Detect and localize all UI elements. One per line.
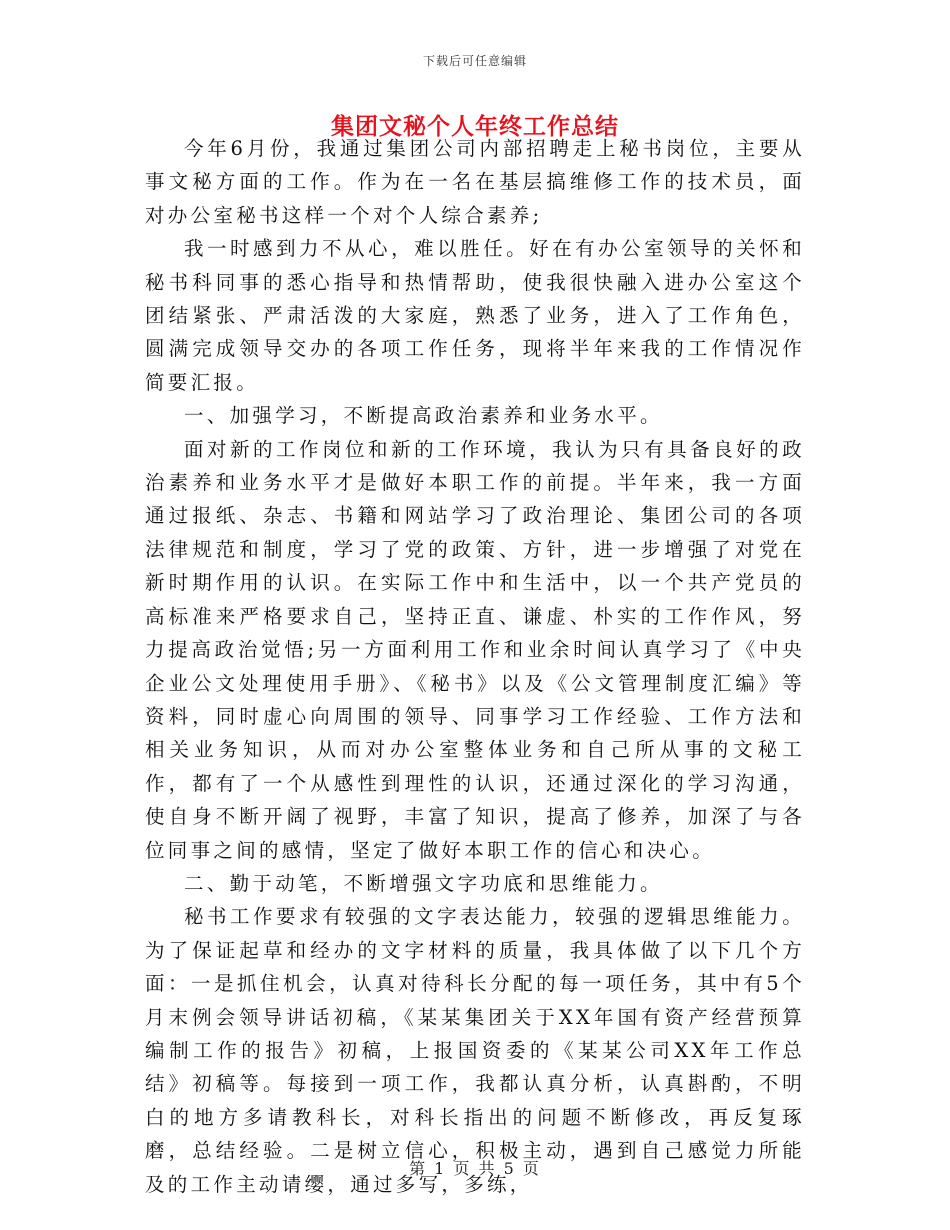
paragraph-adaptation: 我一时感到力不从心，难以胜任。好在有办公室领导的关怀和秘书科同事的悉心指导和热情帮助，使我很快融入进办公室这个团结紧张、严肃活泼的大家庭，熟悉了业务，进入了工作角色，圆满完成领导交办的各项工作任务，现将半年来我的工作情况作简要汇报。 <box>145 237 805 394</box>
section-heading-study: 一、加强学习，不断提高政治素养和业务水平。 <box>184 404 663 428</box>
document-title: 集团文秘个人年终工作总结 <box>331 113 619 140</box>
section-heading-writing: 二、勤于动笔，不断增强文字功底和思维能力。 <box>184 871 663 895</box>
header-note: 下载后可任意编辑 <box>422 54 527 68</box>
document-body <box>145 132 805 1201</box>
paragraph-writing: 秘书工作要求有较强的文字表达能力，较强的逻辑思维能力。为了保证起草和经办的文字材料的质量，我具体做了以下几个方面：一是抓住机会，认真对待科长分配的每一项任务，其中有5个月末例会领导讲话初稿，《某某集团关于XX年国有资产经营预算编制工作的报告》初稿，上报国资委的《某某公司XX年工作总结》初稿等。每接到一项工作，我都认真分析，认真斟酌，不明白的地方多请教科长，对科长指出的问题不断修改，再反复琢磨，总结经验。二是树立信心，积极主动，遇到自己感觉力所能及的工作主动请缨，通过多写，多练， <box>145 905 805 1196</box>
page-number-footer: 第 1 页 共 5 页 <box>409 1159 541 1178</box>
paragraph-study: 面对新的工作岗位和新的工作环境，我认为只有具备良好的政治素养和业务水平才是做好本职工作的前提。半年来，我一方面通过报纸、杂志、书籍和网站学习了政治理论、集团公司的各项法律规范和制度，学习了党的政策、方针，进一步增强了对党在新时期作用的认识。在实际工作中和生活中，以一个共产党员的高标准来严格要求自己，坚持正直、谦虚、朴实的工作作风，努力提高政治觉悟;另一方面利用工作和业余时间认真学习了《中央企业公文处理使用手册》、《秘书》以及《公文管理制度汇编》等资料，同时虚心向周围的领导、同事学习工作经验、工作方法和相关业务知识，从而对办公室整体业务和自己所从事的文秘工作，都有了一个从感性到理性的认识，还通过深化的学习沟通，使自身不断开阔了视野，丰富了知识，提高了修养，加深了与各位同事之间的感情，坚定了做好本职工作的信心和决心。 <box>145 437 805 862</box>
paragraph-intro: 今年6月份，我通过集团公司内部招聘走上秘书岗位，主要从事文秘方面的工作。作为在一名在基层搞维修工作的技术员，面对办公室秘书这样一个对个人综合素养; <box>145 137 805 227</box>
